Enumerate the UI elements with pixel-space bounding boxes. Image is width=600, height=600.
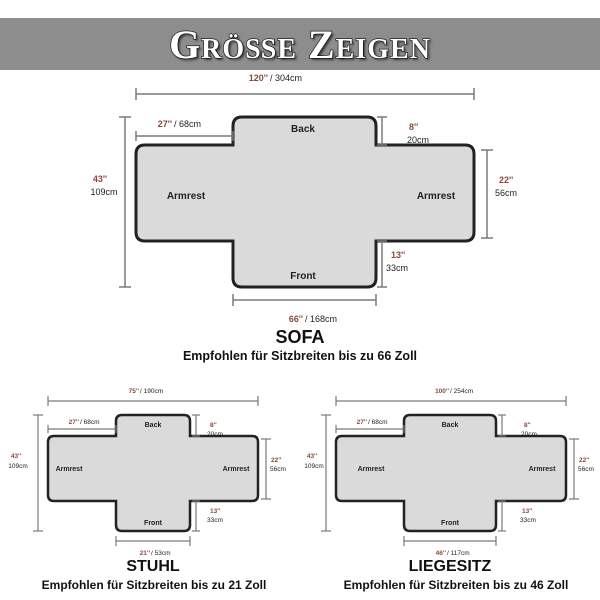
liegesitz-back-width-in: 27'' xyxy=(356,419,367,426)
liegesitz-armrest-left-label: Armrest xyxy=(357,466,385,473)
sofa-height-cm: 109cm xyxy=(90,187,118,197)
stuhl-front-depth-in: 13'' xyxy=(210,508,221,515)
liegesitz-armrest-right-label: Armrest xyxy=(528,466,556,473)
stuhl-back-label: Back xyxy=(144,422,162,429)
stuhl-height-in: 43'' xyxy=(10,453,22,460)
sofa-name: SOFA xyxy=(275,327,325,347)
stuhl-total-width-cm: / 190cm xyxy=(140,388,164,395)
stuhl-cover-shape xyxy=(48,415,258,531)
sofa-front-depth-in: 13'' xyxy=(391,250,406,260)
liegesitz-total-width-cm: / 254cm xyxy=(450,388,474,395)
liegesitz-description: Empfohlen für Sitzbreiten bis zu 46 Zoll xyxy=(343,578,569,592)
stuhl-diagram xyxy=(8,388,286,557)
stuhl-back-width-cm: / 68cm xyxy=(80,419,100,426)
stuhl-armrest-right-label: Armrest xyxy=(222,466,250,473)
stuhl-description: Empfohlen für Sitzbreiten bis zu 21 Zoll xyxy=(41,578,267,592)
sofa-back-depth-cm: 20cm xyxy=(407,135,430,145)
sofa-seat-width-cm: / 168cm xyxy=(305,314,338,324)
stuhl-total-width-in: 75'' xyxy=(128,388,139,395)
sofa-back-depth-in: 8'' xyxy=(409,122,419,132)
sofa-back-width-in: 27'' xyxy=(157,119,172,129)
stuhl-seat-width-cm: / 53cm xyxy=(151,550,171,557)
sofa-front-label: Front xyxy=(290,271,316,282)
sofa-arm-height-in: 22'' xyxy=(499,175,514,185)
stuhl-front-depth-cm: 33cm xyxy=(207,517,223,524)
liegesitz-seat-width-in: 46'' xyxy=(435,550,446,557)
liegesitz-total-width-in: 100'' xyxy=(435,388,449,395)
sofa-description: Empfohlen für Sitzbreiten bis zu 66 Zoll xyxy=(182,349,418,363)
sofa-front-depth-cm: 33cm xyxy=(386,263,409,273)
liegesitz-back-depth-cm: 20cm xyxy=(521,431,537,438)
stuhl-height-cm: 109cm xyxy=(8,463,28,470)
liegesitz-name: LIEGESITZ xyxy=(408,558,492,575)
stuhl-armrest-left-label: Armrest xyxy=(55,466,83,473)
stuhl-arm-height-in: 22'' xyxy=(271,457,282,464)
liegesitz-back-depth-in: 8'' xyxy=(524,422,531,429)
liegesitz-back-label: Back xyxy=(441,422,459,429)
stuhl-name: STUHL xyxy=(126,558,180,575)
sofa-armrest-left-label: Armrest xyxy=(166,191,206,202)
liegesitz-height-in: 43'' xyxy=(306,453,318,460)
sofa-arm-height-cm: 56cm xyxy=(495,188,518,198)
sofa-seat-width-in: 66'' xyxy=(288,314,303,324)
liegesitz-front-label: Front xyxy=(441,520,459,527)
liegesitz-arm-height-cm: 56cm xyxy=(578,466,594,473)
liegesitz-front-depth-cm: 33cm xyxy=(520,517,536,524)
sofa-armrest-right-label: Armrest xyxy=(416,191,456,202)
sofa-back-label: Back xyxy=(291,124,315,135)
sofa-back-width-cm: / 68cm xyxy=(174,119,202,129)
stuhl-back-depth-cm: 20cm xyxy=(207,431,223,438)
sofa-total-width-in: 120'' xyxy=(248,73,268,83)
sofa-total-width-cm: / 304cm xyxy=(270,73,303,83)
liegesitz-back-width-cm: / 68cm xyxy=(368,419,388,426)
stuhl-seat-width-in: 21'' xyxy=(139,550,150,557)
sofa-height-in: 43'' xyxy=(92,174,108,184)
sofa-diagram xyxy=(90,73,517,324)
liegesitz-seat-width-cm: / 117cm xyxy=(447,550,470,557)
page-title: Größe Zeigen xyxy=(169,22,431,67)
stuhl-back-width-in: 27'' xyxy=(68,419,79,426)
stuhl-arm-height-cm: 56cm xyxy=(270,466,286,473)
liegesitz-arm-height-in: 22'' xyxy=(579,457,590,464)
liegesitz-diagram xyxy=(304,388,594,557)
stuhl-front-label: Front xyxy=(144,520,162,527)
liegesitz-height-cm: 109cm xyxy=(304,463,324,470)
stuhl-back-depth-in: 8'' xyxy=(210,422,217,429)
liegesitz-front-depth-in: 13'' xyxy=(522,508,533,515)
